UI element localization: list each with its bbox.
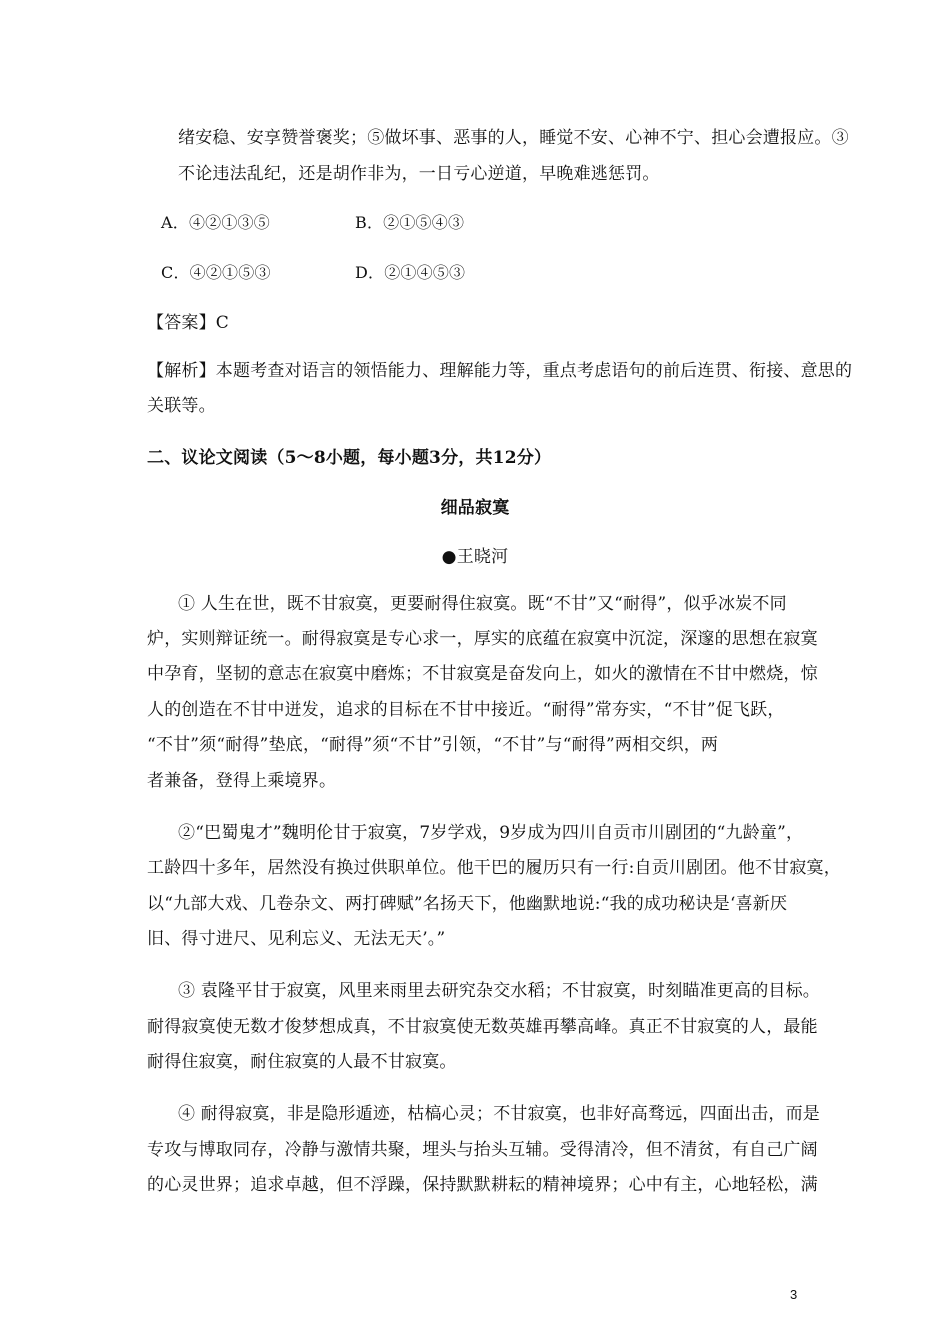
para1-line-1: ① 人生在世，既不甘寂寞，更要耐得住寂寞。既“不甘”又“耐得”，似乎冰炭不同 (178, 594, 787, 614)
para2-line-2: 工龄四十多年，居然没有换过供职单位。他干巴的履历只有一行:自贡川剧团。他不甘寂寞， (147, 858, 841, 878)
article-author: ●王晓河 (441, 547, 509, 567)
option-c: C．④②①⑤③ (161, 263, 271, 282)
section-heading: 二、议论文阅读（5～8小题，每小题3分，共12分） (147, 448, 552, 468)
para3-line-2: 耐得寂寞使无数才俊梦想成真，不甘寂寞使无数英雄再攀高峰。真正不甘寂寞的人，最能 (147, 1017, 818, 1037)
option-a: A．④②①③⑤ (161, 213, 270, 232)
option-b: B．②①⑤④③ (355, 213, 465, 232)
continuation-line-2: 不论违法乱纪，还是胡作非为，一日亏心逆道，早晚难逃惩罚。 (178, 164, 660, 184)
para2-line-3: 以“九部大戏、几卷杂文、两打碑赋”名扬天下，他幽默地说:“我的成功秘诀是‘喜新厌 (147, 894, 788, 914)
para4-line-3: 的心灵世界；追求卓越，但不浮躁，保持默默耕耘的精神境界；心中有主，心地轻松，满 (147, 1175, 818, 1195)
analysis-line-1: 【解析】本题考查对语言的领悟能力、理解能力等，重点考虑语句的前后连贯、衔接、意思的 (147, 361, 853, 381)
para1-line-4: 人的创造在不甘中迸发，追求的目标在不甘中接近。“耐得”常夯实，“不甘”促飞跃， (147, 700, 785, 720)
answer-line: 【答案】C (147, 313, 230, 333)
para1-line-6: 者兼备，登得上乘境界。 (147, 771, 337, 791)
continuation-line-1: 绪安稳、安享赞誉褒奖；⑤做坏事、恶事的人，睡觉不安、心神不宁、担心会遭报应。③ (178, 128, 849, 148)
article-title: 细品寂寞 (440, 498, 510, 518)
option-d: D．②①④⑤③ (355, 263, 466, 282)
page-number: 3 (790, 1287, 798, 1302)
analysis-line-2: 关联等。 (147, 396, 216, 416)
para1-line-5: “不甘”须“耐得”垫底，“耐得”须“不甘”引领，“不甘”与“耐得”两相交织，两 (147, 735, 719, 755)
para3-line-1: ③ 袁隆平甘于寂寞，风里来雨里去研究杂交水稻；不甘寂寞，时刻瞄准更高的目标。 (178, 981, 821, 1001)
para4-line-2: 专攻与博取同存，冷静与激情共聚，埋头与抬头互辅。受得清冷，但不清贫，有自己广阔 (147, 1140, 818, 1160)
para1-line-3: 中孕育，坚韧的意志在寂寞中磨炼；不甘寂寞是奋发向上，如火的激情在不甘中燃烧，惊 (147, 664, 818, 684)
para4-line-1: ④ 耐得寂寞，非是隐形遁迹，枯槁心灵；不甘寂寞，也非好高骛远，四面出击，而是 (178, 1104, 821, 1124)
para2-line-4: 旧、得寸进尺、见利忘义、无法无天’。” (147, 929, 446, 949)
para3-line-3: 耐得住寂寞，耐住寂寞的人最不甘寂寞。 (147, 1052, 457, 1072)
para1-line-2: 炉，实则辩证统一。耐得寂寞是专心求一，厚实的底蕴在寂寞中沉淀，深邃的思想在寂寞 (147, 629, 818, 649)
para2-line-1: ②“巴蜀鬼才”魏明伦甘于寂寞，7岁学戏，9岁成为四川自贡市川剧团的“九龄童”， (178, 823, 804, 843)
